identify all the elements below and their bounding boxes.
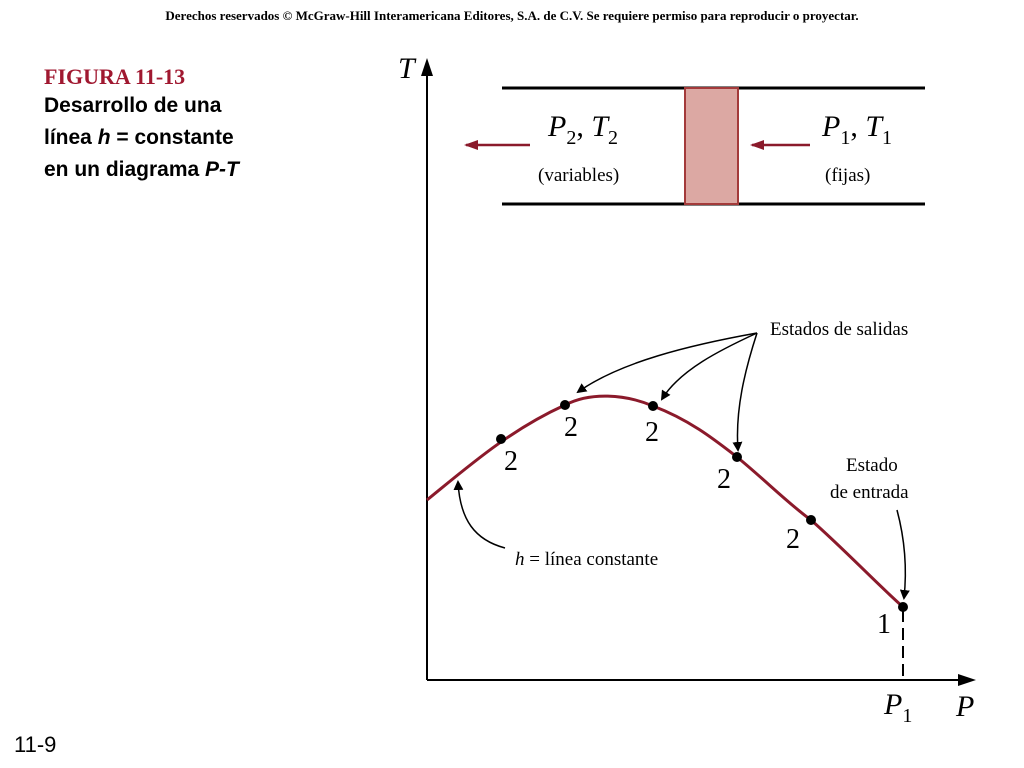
exit-point-label-3: 2	[645, 417, 659, 448]
p1-tick-label	[883, 688, 912, 727]
inlet-state-point	[898, 602, 908, 612]
t-axis-arrowhead	[421, 58, 433, 76]
inlet-note: (fijas)	[825, 165, 871, 186]
porous-plug	[685, 88, 738, 204]
exit-point-label-5: 2	[786, 524, 800, 555]
inlet-state-label: $P_1$, $T_1$	[822, 110, 893, 149]
exit-state-point-4	[732, 452, 742, 462]
copyright-notice: Derechos reservados © McGraw-Hill Interamericana Editores, S.A. de C.V. Se requiere permiso para reproducir o proyectar.	[165, 8, 859, 23]
caption-line-2-pre: línea	[44, 126, 98, 149]
p1-tick-base: P	[884, 688, 903, 721]
exit-point-label-4: 2	[717, 464, 731, 495]
exit-state-point-3	[648, 401, 658, 411]
caption-line-2-post: = constante	[110, 126, 234, 149]
caption-line-1: Desarrollo de una	[44, 94, 222, 117]
p-axis-arrowhead	[958, 674, 976, 686]
exit-point-label-2: 2	[564, 412, 578, 443]
exit-point-label-1: 2	[504, 446, 518, 477]
exit-state-point-5	[806, 515, 816, 525]
caption-line-3-var: P-T	[205, 158, 239, 181]
exit-state-point-2	[560, 400, 570, 410]
exit-states-label: Estados de salidas	[770, 319, 909, 340]
caption-line-2-var: h	[97, 126, 111, 149]
curve-label-arrow	[458, 482, 505, 548]
exit-arrow-3	[737, 333, 757, 450]
p-axis-label: P	[956, 690, 975, 723]
slide-number: 11-9	[14, 732, 57, 757]
outlet-note: (variables)	[538, 165, 620, 186]
curve-label: h = línea constante	[515, 549, 659, 570]
caption-line-3-pre: en un diagrama	[44, 158, 206, 181]
inlet-label-line-2: de entrada	[830, 482, 909, 503]
exit-arrow-1	[578, 333, 757, 392]
t-axis-label: T	[398, 52, 415, 85]
inlet-arrow	[897, 510, 905, 598]
outlet-state-label: $P_2$, $T_2$	[548, 110, 619, 149]
exit-state-point-1	[496, 434, 506, 444]
figure-number: FIGURA 11-13	[44, 64, 186, 89]
inlet-point-label: 1	[877, 609, 891, 640]
p1-tick-sub: 1	[902, 705, 913, 727]
inlet-label-line-1: Estado	[846, 455, 898, 476]
